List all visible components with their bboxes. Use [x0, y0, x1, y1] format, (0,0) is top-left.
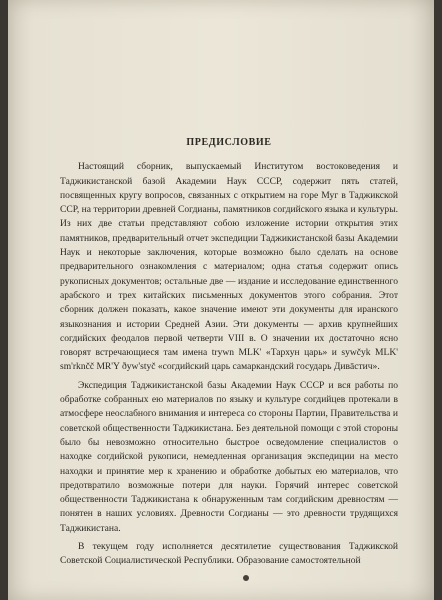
paragraph-3: В текущем году исполняется десятилетие существования Таджикской Советской Социалистической Республики. Образование самостоятельной	[60, 541, 398, 567]
page-text-block	[60, 136, 398, 569]
paragraph-1: Настоящий сборник, выпускаемый Институтом востоковедения и Таджикистанской базой Академии Наук СССР, содержит пять статей, посвященных кругу вопросов, связанных с открытием на горе Муг в Таджикской ССР, на территории древней Согдианы, памятников согдийского языка и культуры. Из них две статьи представляют собою изложение истории открытия этих памятников, предварительный отчет экспедиции Таджикистанской базы Академии Наук и некоторые заключения, которые возможно было сделать на основе предварительного ознакомления с материалом; одна статья содержит опись рукописных документов; остальные две — издание и исследование единственного арабского и трех китайских письменных документов этого собрания. Этот сборник должен показать, какое значение имеют эти документы для иранского языкознания и истории Средней Азии. Эти документы — архив крупнейших согдийских феодалов первой четверти VIII в. О значении их достаточно ясно говорят встречающиеся там имена trywn MLK' «Тархун царь» и sywčyk MLK' sm'rknčč MR'Y ðyw'styč «согдийский царь самаркандский государь Дивāстич».	[60, 161, 398, 373]
page-title: ПРЕДИСЛОВИЕ	[186, 137, 272, 148]
ink-spot	[243, 575, 249, 581]
document-page	[8, 0, 434, 600]
paragraph-2: Экспедиция Таджикистанской базы Академии Наук СССР и вся работы по обработке собранных ею материалов по языку и культуре согдийцев протекали в атмосфере неослабного внимания и интереса со стороны Партии, Правительства и советской общественности Таджикистана. Без деятельной помощи с этой стороны было бы невозможно относительно быстрое осведомление специалистов о находке согдийской рукописи, немедленная организация экспедиции на место находки и принятие мер к хранению и обработке добытых ею материалов, что предотвратило возможные потери для науки. Горячий интерес советской общественности Таджикистана к обнаруженным там согдийским древностям — понятен в наших условиях. Древности Согдианы — это древности трудящихся Таджикистана.	[60, 379, 398, 534]
